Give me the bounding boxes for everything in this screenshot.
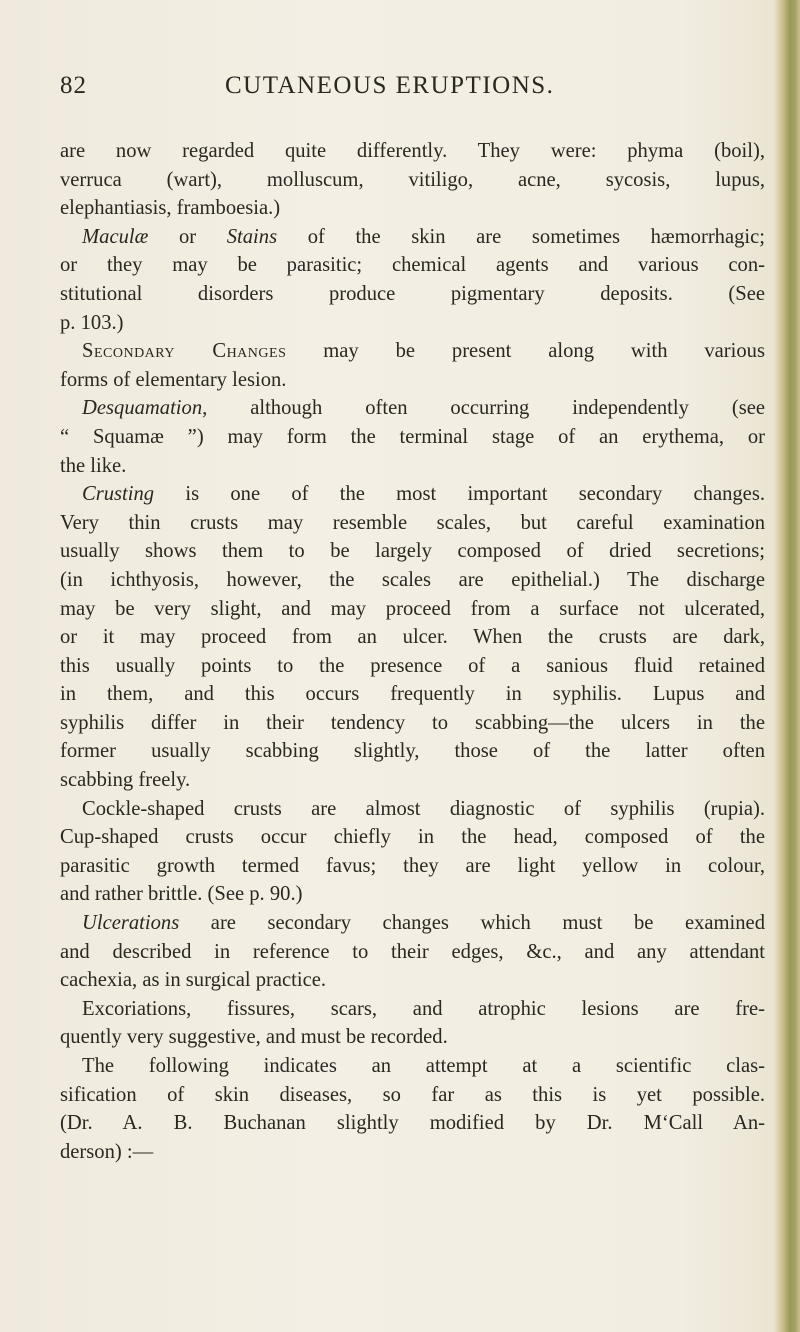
text-line <box>60 423 765 452</box>
text-line <box>60 709 765 738</box>
text-line <box>60 394 765 423</box>
text-segment: (Dr. A. B. Buchanan slightly modified by Dr. M‘Call An- <box>60 1112 765 1135</box>
text-segment: “ Squamæ ”) may form the terminal stage of an erythema, or <box>60 425 765 448</box>
text-line <box>60 1081 765 1110</box>
text-segment: or they may be parasitic; chemical agents and various con- <box>60 254 765 277</box>
text-line <box>60 909 765 938</box>
text-segment: of the skin are sometimes hæmorrhagic; <box>277 225 765 248</box>
text-line <box>60 1052 765 1081</box>
running-title: CUTANEOUS ERUPTIONS. <box>225 72 555 99</box>
text-line <box>60 1138 765 1167</box>
text-segment: sification of skin diseases, so far as this is yet possible. <box>60 1083 765 1106</box>
text-segment: and described in reference to their edges, &c., and any attendant <box>60 940 765 963</box>
text-line <box>60 880 765 909</box>
text-segment: the like. <box>60 454 127 477</box>
text-segment: stitutional disorders produce pigmentary deposits. (See <box>60 282 765 305</box>
text-line <box>60 595 765 624</box>
text-line <box>60 480 765 509</box>
text-segment: Cockle-shaped crusts are almost diagnostic of syphilis (rupia). <box>82 797 765 820</box>
text-segment: are secondary changes which must be examined <box>179 912 765 935</box>
italic-term: Stains <box>226 225 278 248</box>
text-line <box>60 251 765 280</box>
text-segment: parasitic growth termed favus; they are light yellow in colour, <box>60 854 765 877</box>
text-segment: may be very slight, and may proceed from a surface not ulcerated, <box>60 597 765 620</box>
text-line <box>60 1109 765 1138</box>
text-segment: The following indicates an attempt at a scientific clas- <box>82 1055 765 1077</box>
text-line <box>60 137 765 166</box>
text-line <box>60 766 765 795</box>
text-segment: former usually scabbing slightly, those of the latter often <box>60 740 765 763</box>
text-line <box>60 1023 765 1052</box>
text-segment: Very thin crusts may resemble scales, but careful examination <box>60 511 765 534</box>
text-segment: in them, and this occurs frequently in syphilis. Lupus and <box>60 683 765 706</box>
text-line <box>60 652 765 681</box>
text-line <box>60 509 765 538</box>
body-text <box>60 137 765 1166</box>
text-segment: is one of the most important secondary changes. <box>154 483 765 506</box>
text-line <box>60 223 765 252</box>
text-line <box>60 537 765 566</box>
text-segment: or it may proceed from an ulcer. When the crusts are dark, <box>60 626 765 649</box>
italic-term: Crusting <box>82 483 155 506</box>
text-segment: forms of elementary lesion. <box>60 368 287 391</box>
text-line <box>60 280 765 309</box>
text-line <box>60 309 765 338</box>
text-segment: or <box>148 225 227 248</box>
text-segment: elephantiasis, framboesia.) <box>60 197 281 220</box>
text-segment: quently very suggestive, and must be recorded. <box>60 1026 448 1049</box>
text-line <box>60 623 765 652</box>
text-segment: (in ichthyosis, however, the scales are epithelial.) The discharge <box>60 568 765 591</box>
text-line <box>60 194 765 223</box>
text-line <box>60 823 765 852</box>
text-segment: verruca (wart), molluscum, vitiligo, acne, sycosis, lupus, <box>60 168 765 191</box>
text-line <box>60 938 765 967</box>
italic-term: Desquamation, <box>82 397 208 420</box>
text-line <box>60 852 765 881</box>
page-number: 82 <box>60 72 87 99</box>
text-segment: p. 103.) <box>60 311 124 334</box>
text-segment: Excoriations, fissures, scars, and atrophic lesions are fre- <box>82 997 765 1020</box>
text-segment: derson) :— <box>60 1140 154 1163</box>
text-segment: although often occurring independently (see <box>207 397 765 420</box>
text-line <box>60 366 765 395</box>
italic-term: Ulcerations <box>82 912 180 935</box>
text-segment: may be present along with various <box>286 340 765 363</box>
italic-term: Maculæ <box>82 225 149 248</box>
text-segment: syphilis differ in their tendency to scabbing—the ulcers in the <box>60 711 765 734</box>
text-segment: this usually points to the presence of a sanious fluid retained <box>60 654 765 677</box>
text-line <box>60 795 765 824</box>
text-line <box>60 966 765 995</box>
text-segment: cachexia, as in surgical practice. <box>60 969 327 992</box>
text-segment: Cup-shaped crusts occur chiefly in the head, composed of the <box>60 826 765 849</box>
text-line <box>60 452 765 481</box>
text-line <box>60 995 765 1024</box>
text-segment: scabbing freely. <box>60 769 191 792</box>
text-line <box>60 566 765 595</box>
small-caps-term: Secondary Changes <box>82 340 287 363</box>
page-edge <box>774 0 800 1332</box>
page-header <box>60 72 760 112</box>
text-line <box>60 680 765 709</box>
text-segment: are now regarded quite differently. They were: phyma (boil), <box>60 140 765 162</box>
text-line <box>60 337 765 366</box>
text-segment: and rather brittle. (See p. 90.) <box>60 883 303 906</box>
text-line <box>60 166 765 195</box>
text-segment: usually shows them to be largely composed of dried secretions; <box>60 540 765 563</box>
text-line <box>60 737 765 766</box>
